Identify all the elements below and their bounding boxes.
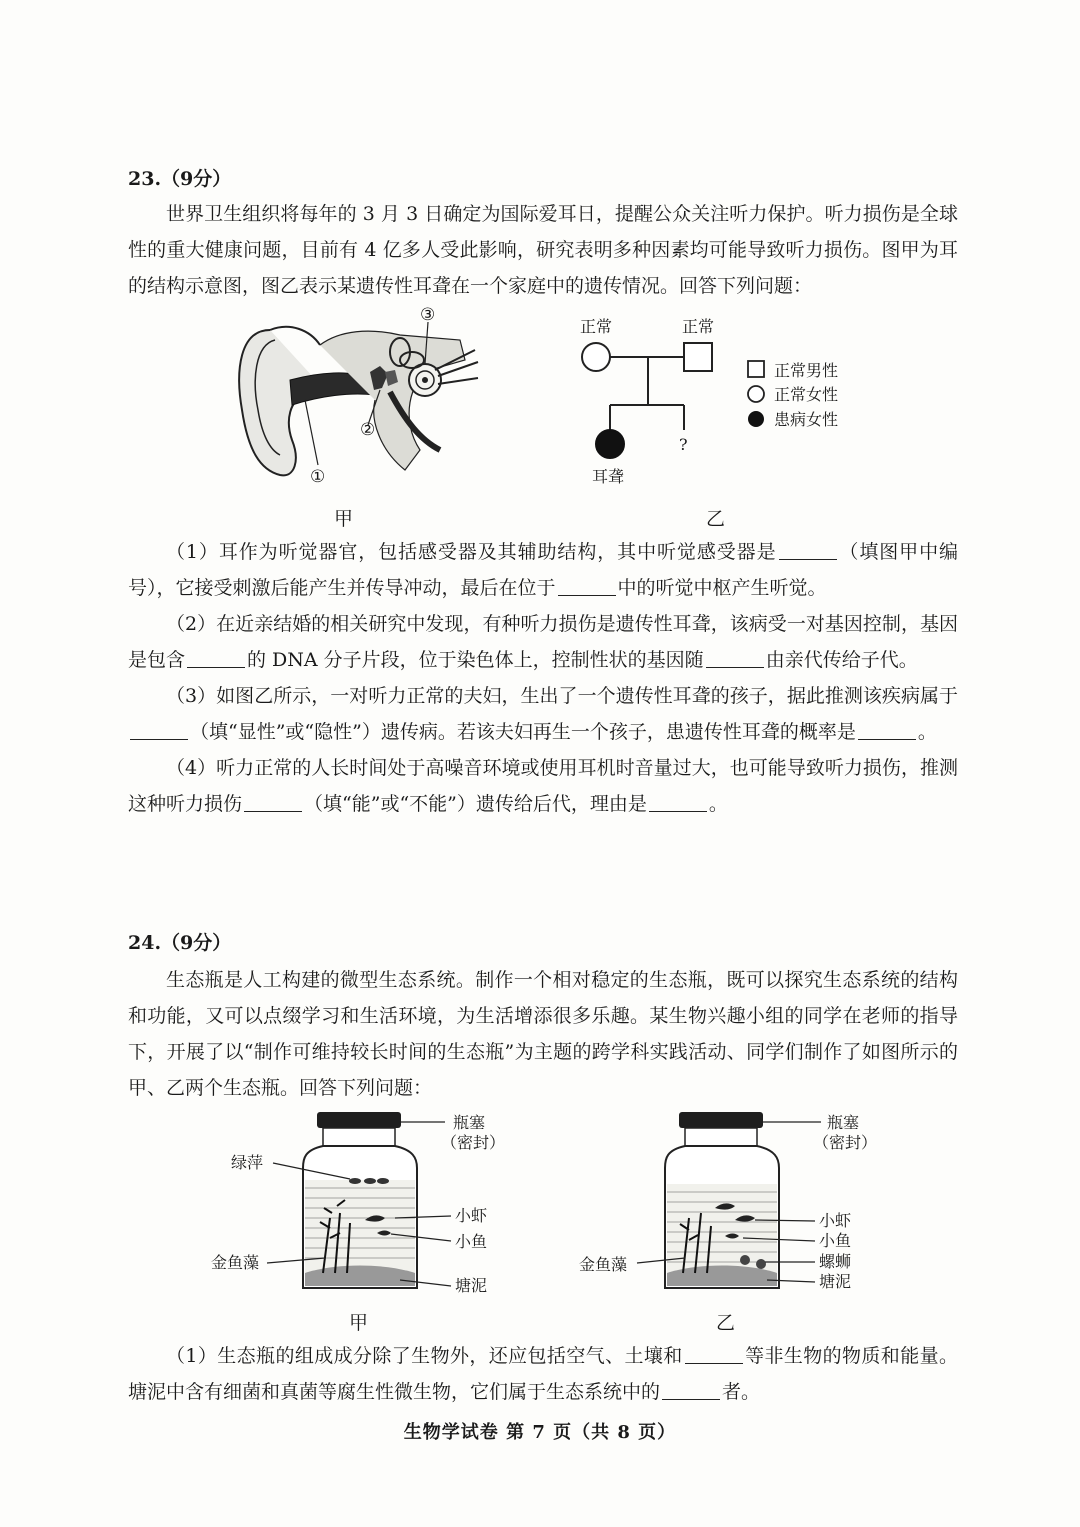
question-24-intro	[128, 962, 958, 1106]
jia-goldfish-weed-label: 金鱼藻	[211, 1253, 260, 1272]
yi-fish-label: 小鱼	[819, 1231, 852, 1250]
pedigree-affected-daughter	[596, 430, 624, 458]
page-footer: 生物学试卷 第 7 页（共 8 页）	[403, 1422, 677, 1443]
q23-sub2: （2）在近亲结婚的相关研究中发现，有种听力损伤是遗传性耳聋，该病受一对基因控制，基因是包含 的 DNA 分子片段，位于染色体上，控制性状的基因随 由亲代传给子代。	[128, 613, 958, 671]
question-24-heading: 24.（9分）	[128, 932, 232, 954]
q24-sub1: （1）生态瓶的组成成分除了生物外，还应包括空气、土壤和 等非生物的物质和能量。塘泥中含有细菌和真菌等腐生性微生物，它们属于生态系统中的 者。	[128, 1345, 958, 1403]
legend-normal-male: 正常男性	[774, 361, 839, 380]
answer-blank[interactable]	[858, 721, 916, 740]
jia-sealed-label: （密封）	[441, 1133, 506, 1152]
answer-blank[interactable]	[779, 541, 837, 560]
bottle-yi-caption: 乙	[716, 1312, 736, 1334]
label-2: ②	[360, 420, 376, 440]
jia-stopper-label: 瓶塞	[453, 1113, 486, 1132]
mother-label: 正常	[682, 317, 715, 336]
legend-affected-female: 患病女性	[774, 410, 839, 429]
ear-structure-diagram	[230, 300, 490, 500]
answer-blank[interactable]	[649, 793, 707, 812]
answer-blank[interactable]	[244, 793, 302, 812]
q24-subquestions	[128, 1338, 958, 1410]
fig-yi-caption: 乙	[706, 508, 726, 530]
yi-snail-label: 螺蛳	[819, 1252, 852, 1271]
jia-fish-label: 小鱼	[455, 1232, 488, 1251]
answer-blank[interactable]	[130, 721, 188, 740]
answer-blank[interactable]	[558, 577, 616, 596]
yi-mud-label: 塘泥	[819, 1272, 852, 1291]
yi-stopper-label: 瓶塞	[827, 1113, 860, 1132]
father-label: 正常	[580, 317, 613, 336]
pedigree-father-square	[684, 343, 712, 371]
unknown-child-label: ?	[679, 435, 688, 454]
jia-mud-label: 塘泥	[455, 1276, 488, 1295]
jia-duckweed-label: 绿萍	[231, 1153, 264, 1172]
legend-normal-female: 正常女性	[774, 385, 839, 404]
answer-blank[interactable]	[706, 649, 764, 668]
answer-blank[interactable]	[662, 1381, 720, 1400]
eco-bottle-yi	[575, 1108, 885, 1303]
answer-blank[interactable]	[187, 649, 245, 668]
question-23-heading: 23.（9分）	[128, 168, 232, 190]
answer-blank[interactable]	[685, 1345, 743, 1364]
q23-intro-text: 世界卫生组织将每年的 3 月 3 日确定为国际爱耳日，提醒公众关注听力保护。听力损伤是全球性的重大健康问题，目前有 4 亿多人受此影响，研究表明多种因素均可能导致听力损伤。图甲为耳的结构示意图，图乙表示某遗传性耳聋在一个家庭中的遗传情况。回答下列问题：	[128, 203, 958, 297]
q23-subquestions	[128, 534, 958, 822]
bottle-jia-caption: 甲	[349, 1312, 369, 1334]
jia-shrimp-label: 小虾	[455, 1206, 488, 1225]
label-3: ③	[420, 305, 436, 325]
question-23-intro	[128, 196, 958, 304]
q24-intro-text: 生态瓶是人工构建的微型生态系统。制作一个相对稳定的生态瓶，既可以探究生态系统的结构和功能，又可以点缀学习和生活环境，为生活增添很多乐趣。某生物兴趣小组的同学在老师的指导下，开展了以“制作可维持较长时间的生态瓶”为主题的跨学科实践活动、同学们制作了如图所示的甲、乙两个生态瓶。回答下列问题：	[128, 969, 958, 1099]
fig-jia-caption: 甲	[334, 508, 354, 530]
yi-sealed-label: （密封）	[813, 1133, 878, 1152]
yi-shrimp-label: 小虾	[819, 1211, 852, 1230]
label-1: ①	[310, 467, 326, 487]
pedigree-mother-circle	[582, 343, 610, 371]
q23-sub4: （4）听力正常的人长时间处于高噪音环境或使用耳机时音量过大，也可能导致听力损伤，推测这种听力损伤 （填“能”或“不能”）遗传给后代，理由是 。	[128, 757, 958, 815]
q23-sub3: （3）如图乙所示，一对听力正常的夫妇，生出了一个遗传性耳聋的孩子，据此推测该疾病属于（填“显性”或“隐性”）遗传病。若该夫妇再生一个孩子，患遗传性耳聋的概率是 。	[128, 678, 958, 750]
yi-goldfish-weed-label: 金鱼藻	[579, 1255, 628, 1274]
q23-sub1: （1）耳作为听觉器官，包括感受器及其辅助结构，其中听觉感受器是 （填图甲中编号），它接受刺激后能产生并传导冲动，最后在位于 中的听觉中枢产生听觉。	[128, 541, 958, 599]
deaf-child-label: 耳聋	[592, 467, 625, 486]
eco-bottle-jia	[205, 1108, 515, 1303]
pedigree-chart	[560, 310, 880, 500]
